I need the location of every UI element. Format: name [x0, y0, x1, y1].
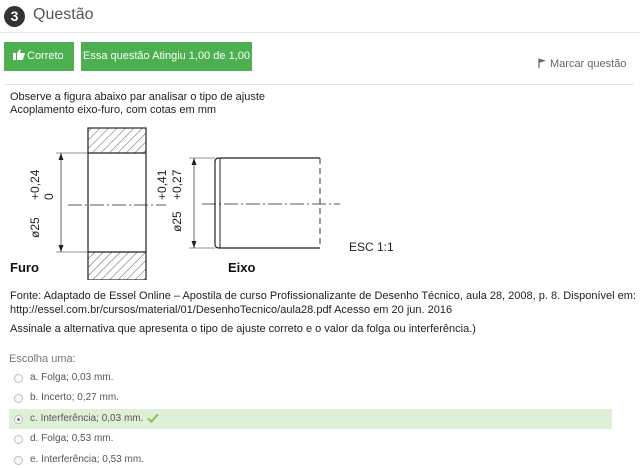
radio-a[interactable] [14, 374, 23, 383]
grade-badge: Essa questão Atingiu 1,00 de 1,00 [81, 42, 252, 71]
flag-icon [538, 58, 547, 68]
hole-label: Furo [10, 260, 39, 275]
radio-b[interactable] [14, 394, 23, 403]
hole-section [10, 128, 166, 280]
shaft-nominal-dim: ø25 [170, 211, 184, 232]
radio-e[interactable] [14, 456, 23, 465]
answer-option-a[interactable] [9, 368, 612, 388]
option-text: Interferência; 0,53 mm. [41, 454, 144, 465]
answer-option-e[interactable] [9, 450, 612, 468]
check-icon [147, 413, 159, 423]
radio-d[interactable] [14, 435, 23, 444]
option-text: Folga; 0,03 mm. [41, 372, 114, 383]
correct-badge [4, 42, 74, 71]
answer-option-d[interactable] [9, 429, 612, 449]
option-letter: a. [30, 372, 39, 383]
source-line-1: Fonte: Adaptado de Essel Online – Apostila de curso Profissionalizante de Desenho Técnico, aula 28, 2008, p. 8. Disponível em: [10, 290, 636, 302]
hole-upper-dev: +0,24 [28, 169, 42, 200]
shaft-lower-dev: +0,27 [170, 169, 184, 200]
choose-label: Escolha uma: [9, 353, 76, 365]
shaft-label: Eixo [228, 260, 256, 275]
option-letter: d. [30, 433, 39, 444]
question-header [0, 0, 640, 34]
header-divider [0, 32, 640, 33]
option-text: Folga; 0,53 mm. [41, 433, 114, 444]
shaft-upper-dev: +0,41 [155, 169, 169, 200]
hole-nominal-dim: ø25 [28, 217, 42, 238]
option-letter: e. [30, 454, 39, 465]
source-line-2: http://essel.com.br/cursos/material/01/DesenhoTecnico/aula28.pdf Acesso em 20 jun. 2016 [10, 304, 453, 316]
radio-c[interactable] [14, 415, 23, 424]
flag-question-link[interactable] [538, 58, 626, 70]
hole-lower-dev: 0 [42, 193, 56, 200]
option-text: Incerto; 0,27 mm. [41, 392, 119, 403]
flag-label: Marcar questão [550, 58, 627, 70]
question-instruction: Assinale a alternativa que apresenta o tipo de ajuste correto e o valor da folga ou interferência.) [10, 323, 476, 335]
answer-option-c[interactable] [9, 409, 612, 429]
option-letter: c. [30, 413, 38, 424]
fit-drawing [6, 120, 606, 280]
shaft-section [155, 158, 340, 275]
correct-label: Correto [27, 50, 64, 62]
prompt-line-2: Acoplamento eixo-furo, com cotas em mm [10, 104, 217, 116]
question-number: 3 [4, 6, 25, 27]
scale-label: ESC 1:1 [349, 240, 394, 254]
thumbs-up-icon [13, 49, 25, 60]
answer-option-b[interactable] [9, 388, 612, 408]
prompt-line-1: Observe a figura abaixo par analisar o tipo de ajuste [10, 91, 265, 103]
question-title: Questão [33, 6, 94, 23]
option-text: Interferência; 0,03 mm. [40, 413, 144, 424]
option-letter: b. [30, 392, 39, 403]
